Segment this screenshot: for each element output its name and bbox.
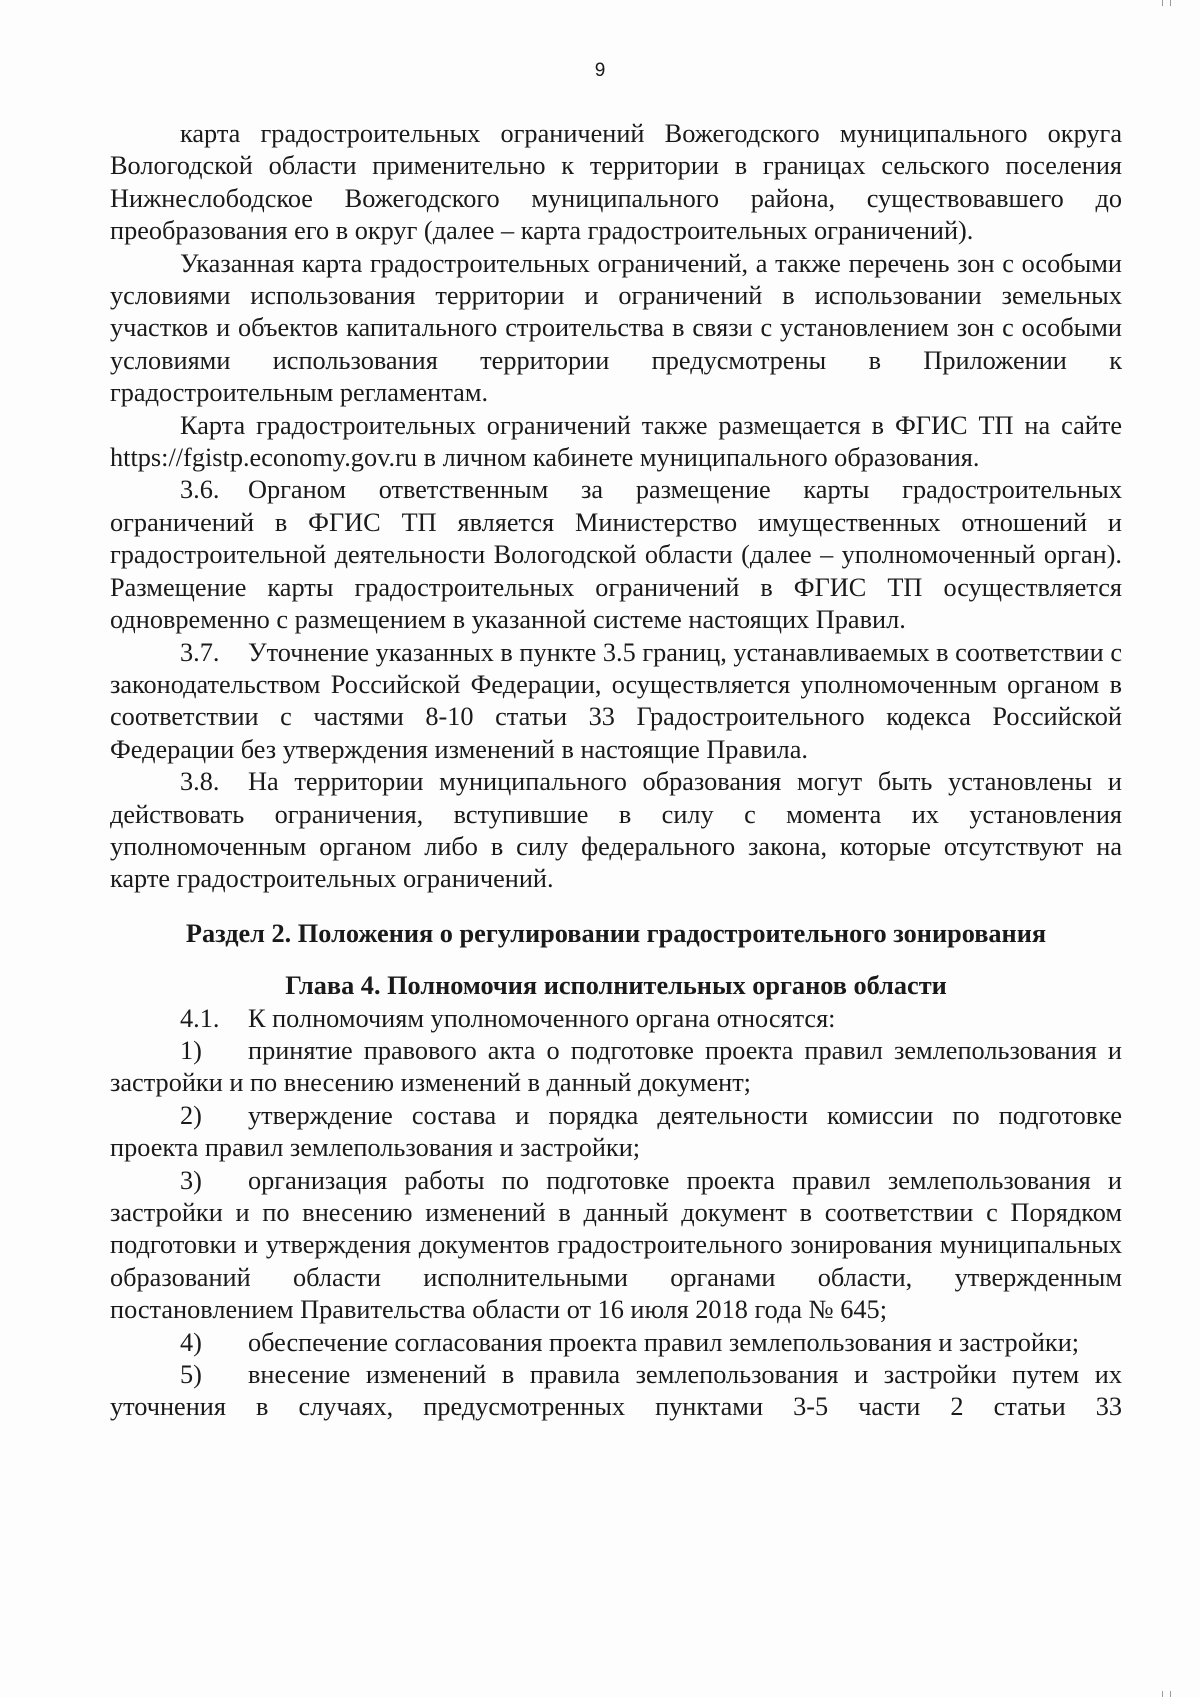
paragraph: Карта градостроительных ограничений также размещается в ФГИС ТП на сайте https://fgistp.economy.gov.ru в личном кабинете муниципального образования. — [110, 410, 1122, 473]
scan-artifact — [1170, 1691, 1171, 1697]
clause-text: Уточнение указанных в пункте 3.5 границ, устанавливаемых в соответствии с законодательством Российской Федерации, осуществляется уполномоченным органом в соответствии с частями 8-10 статьи 33 Градостроительного кодекса Российской Федерации без утверждения изменений в настоящие Правила. — [110, 637, 1122, 764]
list-item — [110, 1359, 1122, 1424]
clause-text: Органом ответственным за размещение карты градостроительных ограничений в ФГИС ТП является Министерство имущественных отношений и градостроительной деятельности Вологодской области (далее – уполномоченный орган). Размещение карты градостроительных ограничений в ФГИС ТП осуществляется одновременно с размещением в указанной системе настоящих Правил. — [110, 475, 1122, 635]
item-number: 4) — [180, 1327, 202, 1357]
scan-artifact — [1170, 0, 1171, 6]
clause-3-7 — [110, 637, 1122, 767]
clause-number: 3.7. — [180, 637, 220, 667]
clause-number: 3.8. — [180, 767, 220, 797]
page-number: 9 — [594, 60, 606, 81]
item-text: принятие правового акта о подготовке проекта правил землепользования и застройки и по внесению изменений в данный документ; — [110, 1035, 1122, 1098]
clause-number: 4.1. — [180, 1003, 220, 1033]
item-number: 3) — [180, 1165, 202, 1195]
item-text: внесение изменений в правила землепользования и застройки путем их уточнения в случаях, предусмотренных пунктами 3-5 части 2 статьи 33 — [110, 1360, 1122, 1422]
document-body — [110, 118, 1122, 1424]
clause-text: К полномочиям уполномоченного органа относятся: — [248, 1003, 836, 1033]
clause-number: 3.6. — [180, 475, 220, 505]
item-number: 1) — [180, 1035, 202, 1065]
list-item — [110, 1100, 1122, 1165]
list-item — [110, 1035, 1122, 1100]
paragraph: Указанная карта градостроительных ограничений, а также перечень зон с особыми условиями использования территории и ограничений в использовании земельных участков и объектов капитального строительства в связи с установлением зон с особыми условиями использования территории предусмотрены в Приложении к градостроительным регламентам. — [110, 248, 1122, 408]
scan-artifact — [1162, 1691, 1163, 1697]
item-text: обеспечение согласования проекта правил землепользования и застройки; — [248, 1327, 1080, 1357]
item-number: 5) — [180, 1360, 202, 1390]
clause-text: На территории муниципального образования могут быть установлены и действовать ограничения, вступившие в силу с момента их установления уполномоченным органом либо в силу федерального закона, которые отсутствуют на карте градостроительных ограничений. — [110, 767, 1122, 894]
item-text: утверждение состава и порядка деятельности комиссии по подготовке проекта правил землепользования и застройки; — [110, 1100, 1122, 1163]
list-item — [110, 1327, 1122, 1359]
section-heading: Раздел 2. Положения о регулировании градостроительного зонирования — [185, 918, 1047, 948]
chapter-heading: Глава 4. Полномочия исполнительных органов области — [285, 971, 947, 1001]
item-text: организация работы по подготовке проекта правил землепользования и застройки и по внесению изменений в данный документ в соответствии с Порядком подготовки и утверждения документов градостроительного зонирования муниципальных образований области исполнительными органами области, утвержденным постановлением Правительства области от 16 июля 2018 года № 645; — [110, 1165, 1122, 1325]
item-number: 2) — [180, 1100, 202, 1130]
clause-3-8 — [110, 766, 1122, 896]
clause-4-1 — [110, 1003, 1122, 1035]
paragraph: карта градостроительных ограничений Вожегодского муниципального округа Вологодской области применительно к территории в границах сельского поселения Нижнеслободское Вожегодского муниципального района, существовавшего до преобразования его в округ (далее – карта градостроительных ограничений). — [110, 119, 1122, 246]
scan-artifact — [1162, 0, 1163, 6]
list-item — [110, 1165, 1122, 1327]
clause-3-6 — [110, 474, 1122, 636]
